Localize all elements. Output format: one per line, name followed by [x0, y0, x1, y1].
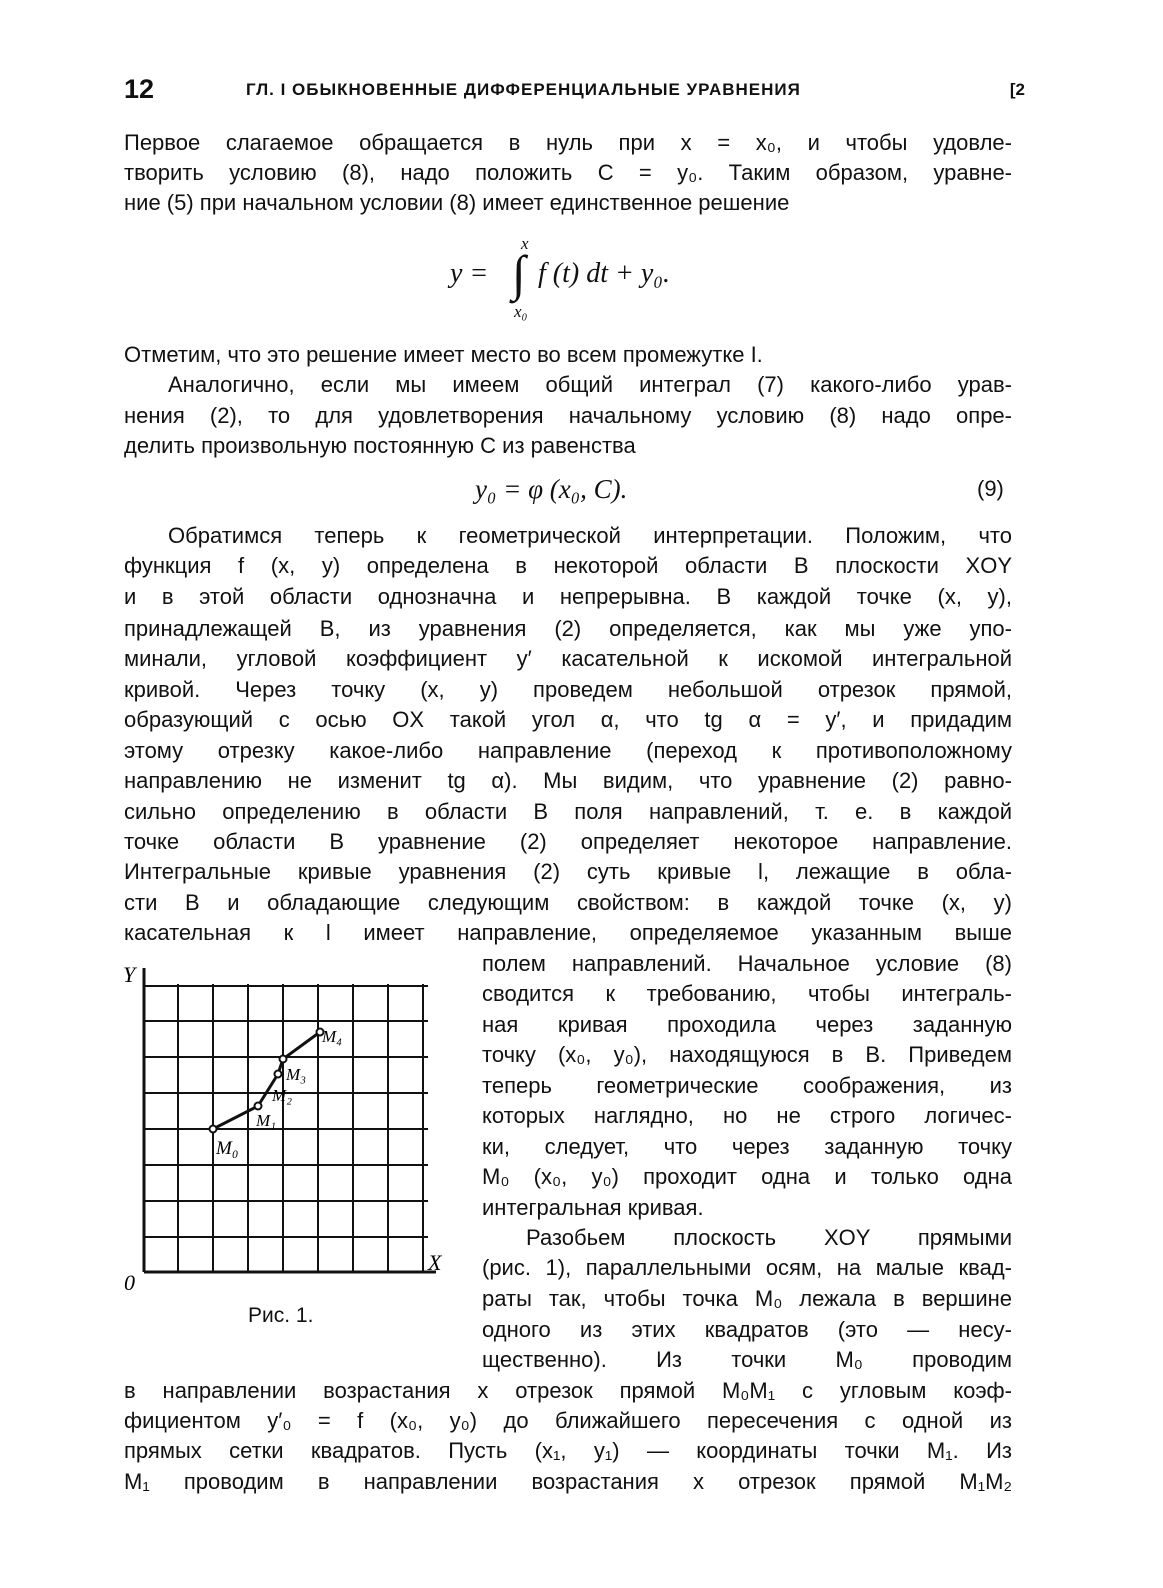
text-line: Интегральные кривые уравнения (2) суть кривые l, лежащие в обла- [124, 859, 1012, 884]
text-line: нения (2), то для удовлетворения начальному условию (8) надо опре- [124, 403, 1012, 428]
text-line: раты так, чтобы точка M₀ лежала в вершине [482, 1286, 1012, 1311]
origin-label: 0 [124, 1270, 135, 1295]
text-line: в направлении возрастания x отрезок прямой M₀M₁ с угловым коэф- [124, 1378, 1012, 1403]
text-line: принадлежащей B, из уравнения (2) определяется, как мы уже упо- [124, 616, 1012, 641]
text-line: прямых сетки квадратов. Пусть (x₁, y₁) — координаты точки M₁. Из [124, 1438, 1012, 1463]
text-line: Аналогично, если мы имеем общий интеграл (7) какого-либо урав- [168, 372, 1012, 397]
text-line: которых наглядно, но не строго логичес- [482, 1103, 1012, 1128]
section-mark: [2 [1009, 80, 1025, 99]
text-line: ки, следует, что через заданную точку [482, 1134, 1012, 1159]
text-line: сильно определению в области B поля направлений, т. е. в каждой [124, 799, 1012, 824]
upper-limit: x [521, 234, 529, 253]
axis-x-label: X [428, 1250, 442, 1275]
axis-y-label: Y [123, 962, 136, 987]
formula-lhs: y = [450, 258, 489, 289]
equation-9: y₀ = φ (x₀, C). [475, 474, 628, 504]
text-line: этому отрезку какое-либо направление (переход к противоположному [124, 738, 1012, 763]
text-line: точку (x₀, y₀), находящуюся в B. Приведем [482, 1042, 1012, 1067]
text-line: Отметим, что это решение имеет место во всем промежутке I. [124, 342, 763, 367]
axes [144, 968, 436, 1272]
text-line: Обратимся теперь к геометрической интерпретации. Положим, что [168, 523, 1012, 548]
text-line: делить произвольную постоянную C из равенства [124, 433, 636, 458]
point-label-m2: M₂ [272, 1086, 293, 1105]
point-label-m3: M₃ [286, 1065, 307, 1084]
text-line: M₁ проводим в направлении возрастания x отрезок прямой M₁M₂ [124, 1469, 1012, 1494]
text-line: ная кривая проходила через заданную [482, 1012, 1012, 1037]
text-line: щественно). Из точки M₀ проводим [482, 1347, 1012, 1372]
text-line: полем направлений. Начальное условие (8) [482, 951, 1012, 976]
text-line: фициентом y′₀ = f (x₀, y₀) до ближайшего пересечения с одной из [124, 1408, 1012, 1433]
text-line: M₀ (x₀, y₀) проходит одна и только одна [482, 1164, 1012, 1189]
running-header [124, 72, 1023, 112]
text-line: образующий с осью OX такой угол α, что tg α = y′, и придадим [124, 707, 1012, 732]
equation-number: (9) [977, 476, 1004, 501]
text-line: точке области B уравнение (2) определяет некоторое направление. [124, 829, 1012, 854]
figure-1 [118, 958, 458, 1298]
lower-limit: x₀ [514, 302, 528, 321]
text-line: кривой. Через точку (x, y) проведем небольшой отрезок прямой, [124, 677, 1012, 702]
point-label-m0: M₀ [216, 1138, 239, 1159]
text-line: Разобьем плоскость XOY прямыми [526, 1225, 1012, 1250]
text-line: минали, угловой коэффициент y′ касательной к искомой интегральной [124, 646, 1012, 671]
text-line: теперь геометрические соображения, из [482, 1073, 1012, 1098]
figure-caption: Рис. 1. [248, 1304, 314, 1327]
text-line: творить условию (8), надо положить C = y₀. Таким образом, уравне- [124, 160, 1012, 185]
text-line: сти B и обладающие следующим свойством: в каждой точке (x, y) [124, 890, 1012, 915]
integral-sign: ∫ [512, 245, 526, 301]
text-line: направлению не изменит tg α). Мы видим, что уравнение (2) равно- [124, 768, 1012, 793]
grid [144, 984, 428, 1272]
text-line: (рис. 1), параллельными осям, на малые квад- [482, 1255, 1012, 1280]
text-line: и в этой области однозначна и непрерывна. В каждой точке (x, y), [124, 584, 1012, 609]
integrand: f (t) dt + y₀. [538, 258, 671, 289]
text-line: сводится к требованию, чтобы интеграль- [482, 981, 1012, 1006]
text-line: Первое слагаемое обращается в нуль при x = x₀, и чтобы удовле- [124, 130, 1012, 155]
text-line: функция f (x, y) определена в некоторой области B плоскости XOY [124, 553, 1012, 578]
text-line: касательная к l имеет направление, определяемое указанным выше [124, 920, 1012, 945]
text-line: ние (5) при начальном условии (8) имеет единственное решение [124, 190, 790, 215]
page-number: 12 [124, 74, 155, 104]
text-line: интегральная кривая. [482, 1195, 704, 1220]
point-label-m1: M₁ [256, 1111, 277, 1130]
chapter-title: ГЛ. I ОБЫКНОВЕННЫЕ ДИФФЕРЕНЦИАЛЬНЫЕ УРАВНЕНИЯ [246, 80, 801, 99]
point-label-m4: M₄ [322, 1027, 343, 1046]
text-line: одного из этих квадратов (это — несу- [482, 1317, 1012, 1342]
